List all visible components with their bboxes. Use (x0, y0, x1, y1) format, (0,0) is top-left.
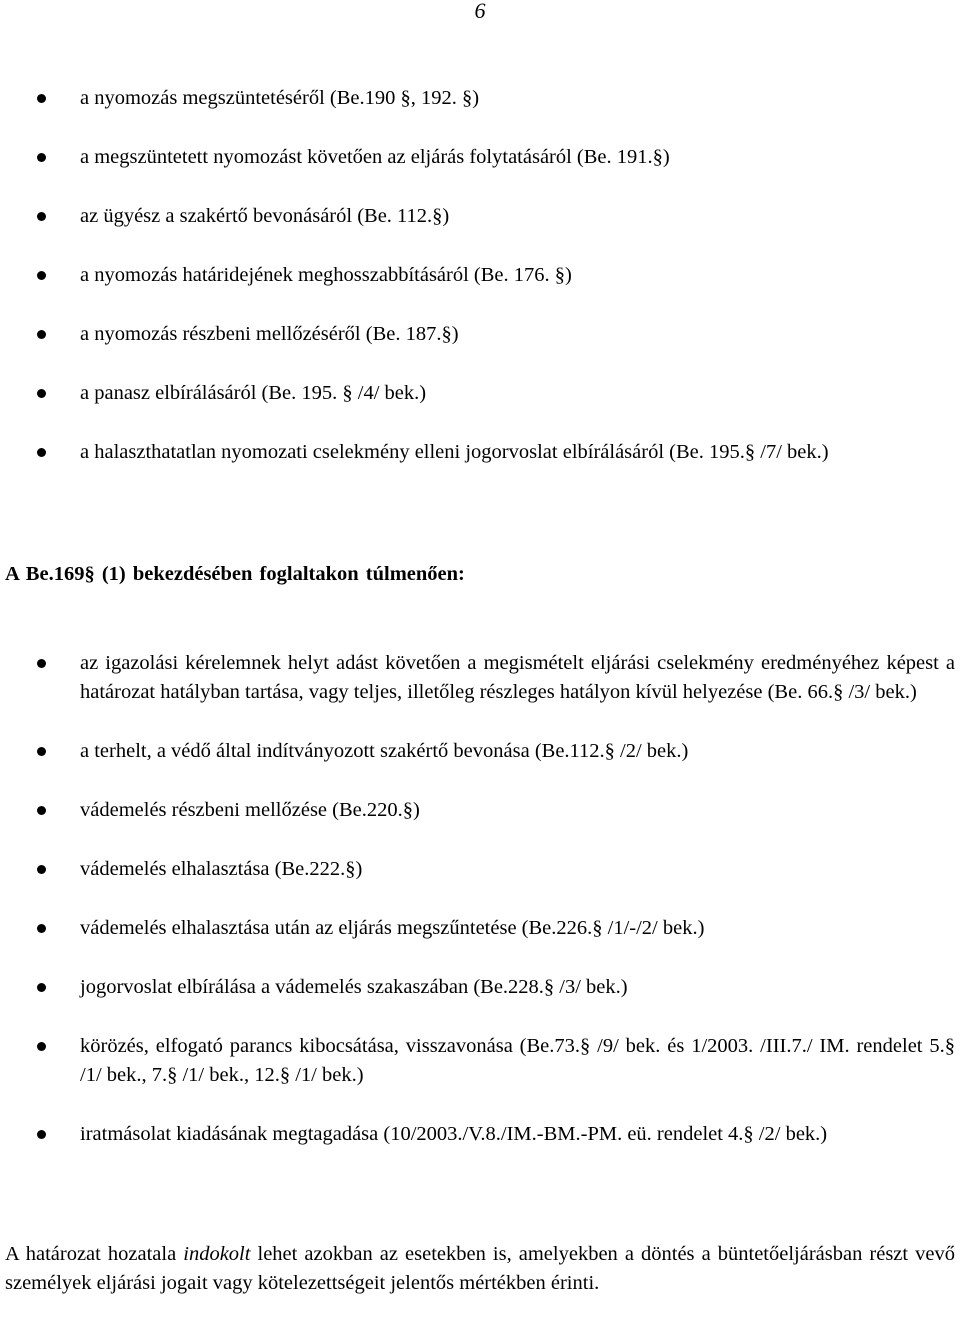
list-item (0, 737, 960, 766)
bullet-icon (37, 1130, 46, 1139)
list-item-text: a nyomozás megszüntetéséről (Be.190 §, 192. §) (80, 87, 480, 109)
bullet-icon (37, 747, 46, 756)
list-item (0, 914, 960, 943)
list-item (0, 438, 960, 467)
bullet-icon (37, 330, 46, 339)
bullet-icon (37, 806, 46, 815)
list-item-text: az ügyész a szakértő bevonásáról (Be. 112.§) (80, 205, 450, 227)
list-item-text: a panasz elbírálásáról (Be. 195. § /4/ bek.) (80, 382, 427, 404)
bullet-icon (37, 212, 46, 221)
closing-text-start: A határozat hozatala (5, 1243, 184, 1265)
bullet-icon (37, 983, 46, 992)
list-item (0, 379, 960, 408)
bullet-icon (37, 389, 46, 398)
list-item-text: a halaszthatatlan nyomozati cselekmény elleni jogorvoslat elbírálásáról (Be. 195.§ /7/ bek.) (80, 441, 829, 463)
bullet-icon (37, 865, 46, 874)
list-item (0, 973, 960, 1002)
list-item-text: a nyomozás részbeni mellőzéséről (Be. 187.§) (80, 323, 459, 345)
bullet-icon (37, 94, 46, 103)
list-item-text: a terhelt, a védő által indítványozott szakértő bevonása (Be.112.§ /2/ bek.) (80, 740, 689, 762)
section-heading: A Be.169§ (1) bekezdésében foglaltakon túlmenően: (5, 563, 465, 585)
list-item (0, 1032, 960, 1090)
list-item (0, 261, 960, 290)
list-item-text: a megszüntetett nyomozást követően az eljárás folytatásáról (Be. 191.§) (80, 146, 670, 168)
list-item-text: a nyomozás határidejének meghosszabbításáról (Be. 176. §) (80, 264, 572, 286)
list-item-text: iratmásolat kiadásának megtagadása (10/2003./V.8./IM.-BM.-PM. eü. rendelet 4.§ /2/ bek.) (80, 1123, 828, 1145)
list-item-text: vádemelés részbeni mellőzése (Be.220.§) (80, 799, 420, 821)
list-item (0, 796, 960, 825)
bullet-icon (37, 924, 46, 933)
list-item-text: vádemelés elhalasztása (Be.222.§) (80, 858, 363, 880)
list-item-text: körözés, elfogató parancs kibocsátása, visszavonása (Be.73.§ /9/ bek. és 1/2003. /III.7./ IM. rendelet 5.§ /1/ bek., 7.§ /1/ bek., 12.§ /1/ bek.) (80, 1035, 955, 1086)
list-item (0, 143, 960, 172)
bullet-icon (37, 448, 46, 457)
bullet-icon (37, 271, 46, 280)
list-item (0, 855, 960, 884)
decision-list-extended (0, 649, 960, 1179)
list-item-text: vádemelés elhalasztása után az eljárás megszűntetése (Be.226.§ /1/-/2/ bek.) (80, 917, 705, 939)
list-item (0, 320, 960, 349)
bullet-icon (37, 153, 46, 162)
list-item (0, 1120, 960, 1149)
decision-list (0, 84, 960, 497)
bullet-icon (37, 659, 46, 668)
closing-paragraph (5, 1240, 955, 1298)
list-item (0, 649, 960, 707)
list-item (0, 202, 960, 231)
closing-text-end: lehet azokban az esetekben is, amelyekben a döntés a büntetőeljárásban részt vevő személyek eljárási jogait vagy kötelezettségeit jelentős mértékben érinti. (5, 1243, 956, 1294)
bullet-icon (37, 1042, 46, 1051)
list-item (0, 84, 960, 113)
list-item-text: az igazolási kérelemnek helyt adást követően a megismételt eljárási cselekmény eredményéhez képest a határozat hatályban tartása, vagy teljes, illetőleg részleges hatályon kívül helyezése (Be. 66.§ /3/ bek.) (80, 652, 955, 703)
closing-emphasis: indokolt (183, 1243, 251, 1265)
list-item-text: jogorvoslat elbírálása a vádemelés szakaszában (Be.228.§ /3/ bek.) (80, 976, 628, 998)
page-number: 6 (474, 0, 486, 23)
